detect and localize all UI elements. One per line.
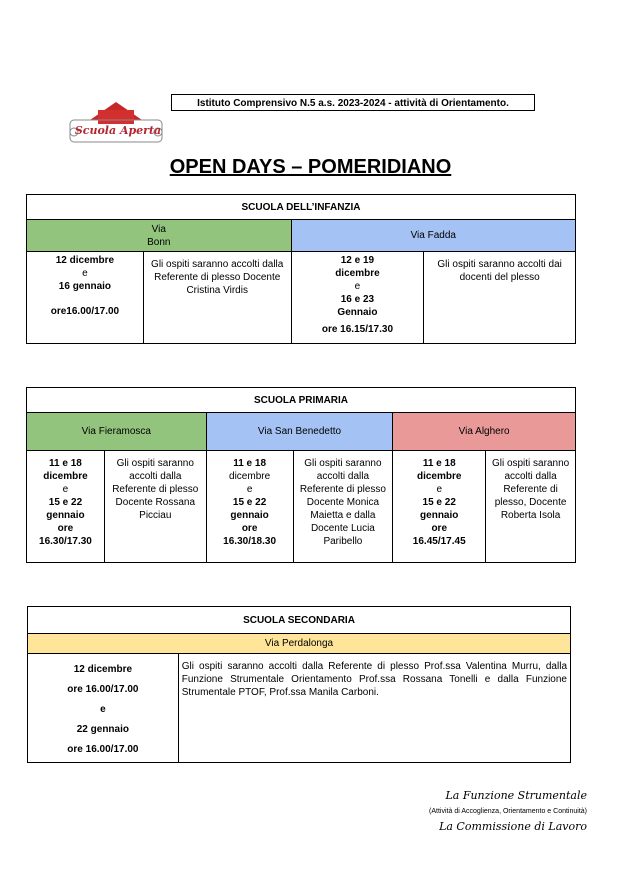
date: gennaio	[420, 510, 459, 521]
date: dicembre	[335, 268, 380, 279]
date: 16 gennaio	[58, 281, 112, 292]
location-via-fieramosca: Via Fieramosca	[27, 413, 207, 451]
date: 12 e 19	[340, 255, 375, 266]
location-label: Bonn	[147, 236, 171, 248]
conjunction: e	[436, 484, 442, 495]
secondaria-dates	[28, 654, 179, 763]
infanzia-table	[26, 194, 576, 344]
conjunction: e	[62, 484, 69, 495]
time: 16.30/18.30	[223, 536, 276, 547]
primaria-fieramosca-dates	[27, 451, 105, 563]
date: 11 e 18	[233, 458, 266, 469]
infanzia-fadda-dates	[291, 252, 424, 344]
infanzia-fadda-desc: Gli ospiti saranno accolti dai docenti del plesso	[424, 252, 576, 344]
conjunction: e	[82, 268, 88, 279]
signature-commission: La Commissione di Lavoro	[439, 820, 587, 833]
school-logo-icon	[68, 100, 164, 146]
infanzia-bonn-desc: Gli ospiti saranno accolti dalla Referente di plesso Docente Cristina Virdis	[143, 252, 291, 344]
time: 16.45/17.45	[412, 536, 466, 547]
time-label: ore	[57, 523, 74, 534]
date: 15 e 22	[232, 497, 267, 508]
date: 12 dicembre	[73, 664, 133, 675]
date: 22 gennaio	[76, 724, 129, 735]
primaria-table	[26, 387, 576, 563]
time: ore 16.00/17.00	[67, 744, 139, 755]
time: ore 16.00/17.00	[67, 684, 139, 695]
date: dicembre	[43, 471, 88, 482]
date: 11 e 18	[422, 458, 456, 469]
date: 15 e 22	[48, 497, 83, 508]
location-via-bonn	[27, 220, 292, 252]
primaria-san-benedetto-desc: Gli ospiti saranno accolti dalla Referente di plesso Docente Monica Maietta e dalla Docente Lucia Paribello	[293, 451, 393, 563]
time-label: ore	[241, 523, 258, 534]
date: 11 e 18	[49, 458, 82, 469]
location-via-perdalonga: Via Perdalonga	[28, 634, 571, 654]
date: dicembre	[416, 471, 462, 482]
infanzia-bonn-dates	[27, 252, 144, 344]
primaria-alghero-desc: Gli ospiti saranno accolti dalla Referente di plesso, Docente Roberta Isola	[486, 451, 576, 563]
date: gennaio	[46, 510, 85, 521]
location-via-alghero: Via Alghero	[393, 413, 576, 451]
conjunction: e	[246, 484, 253, 495]
date: 16 e 23	[340, 294, 375, 305]
infanzia-title: SCUOLA DELL’INFANZIA	[27, 195, 576, 220]
location-via-san-benedetto: Via San Benedetto	[206, 413, 393, 451]
time: ore16.00/17.00	[50, 306, 120, 317]
time: ore 16.15/17.30	[321, 324, 394, 335]
date: 12 dicembre	[55, 255, 115, 266]
primaria-title: SCUOLA PRIMARIA	[27, 388, 576, 413]
primaria-san-benedetto-dates	[206, 451, 293, 563]
secondaria-title: SCUOLA SECONDARIA	[28, 607, 571, 634]
location-via-fadda: Via Fadda	[291, 220, 575, 252]
signature-role: La Funzione Strumentale	[445, 789, 587, 802]
secondaria-desc: Gli ospiti saranno accolti dalla Referente di plesso Prof.ssa Valentina Murru, dalla Funzione Strumentale Orientamento Prof.ssa Rossana Tonelli e dalla Funzione Strumentale PTOF, Prof.ssa Manila Carboni.	[178, 654, 570, 763]
time: 16.30/17.30	[39, 536, 92, 547]
location-label: Via	[151, 223, 166, 235]
date: dicembre	[229, 471, 271, 482]
signature-subtitle: (Attività di Accoglienza, Orientamento e Continuità)	[429, 808, 587, 815]
date: gennaio	[230, 510, 269, 521]
logo-text: Scuola Aperta	[74, 124, 162, 137]
date: 15 e 22	[422, 497, 456, 508]
conjunction: e	[100, 704, 106, 715]
page-title: OPEN DAYS – POMERIDIANO	[169, 156, 452, 178]
primaria-fieramosca-desc: Gli ospiti saranno accolti dalla Referente di plesso Docente Rossana Picciau	[104, 451, 206, 563]
time-label: ore	[431, 523, 447, 534]
primaria-alghero-dates	[393, 451, 486, 563]
secondaria-table	[27, 606, 571, 763]
conjunction: e	[354, 281, 361, 292]
date: Gennaio	[337, 307, 378, 318]
institute-header: Istituto Comprensivo N.5 a.s. 2023-2024 - attività di Orientamento.	[171, 94, 535, 111]
